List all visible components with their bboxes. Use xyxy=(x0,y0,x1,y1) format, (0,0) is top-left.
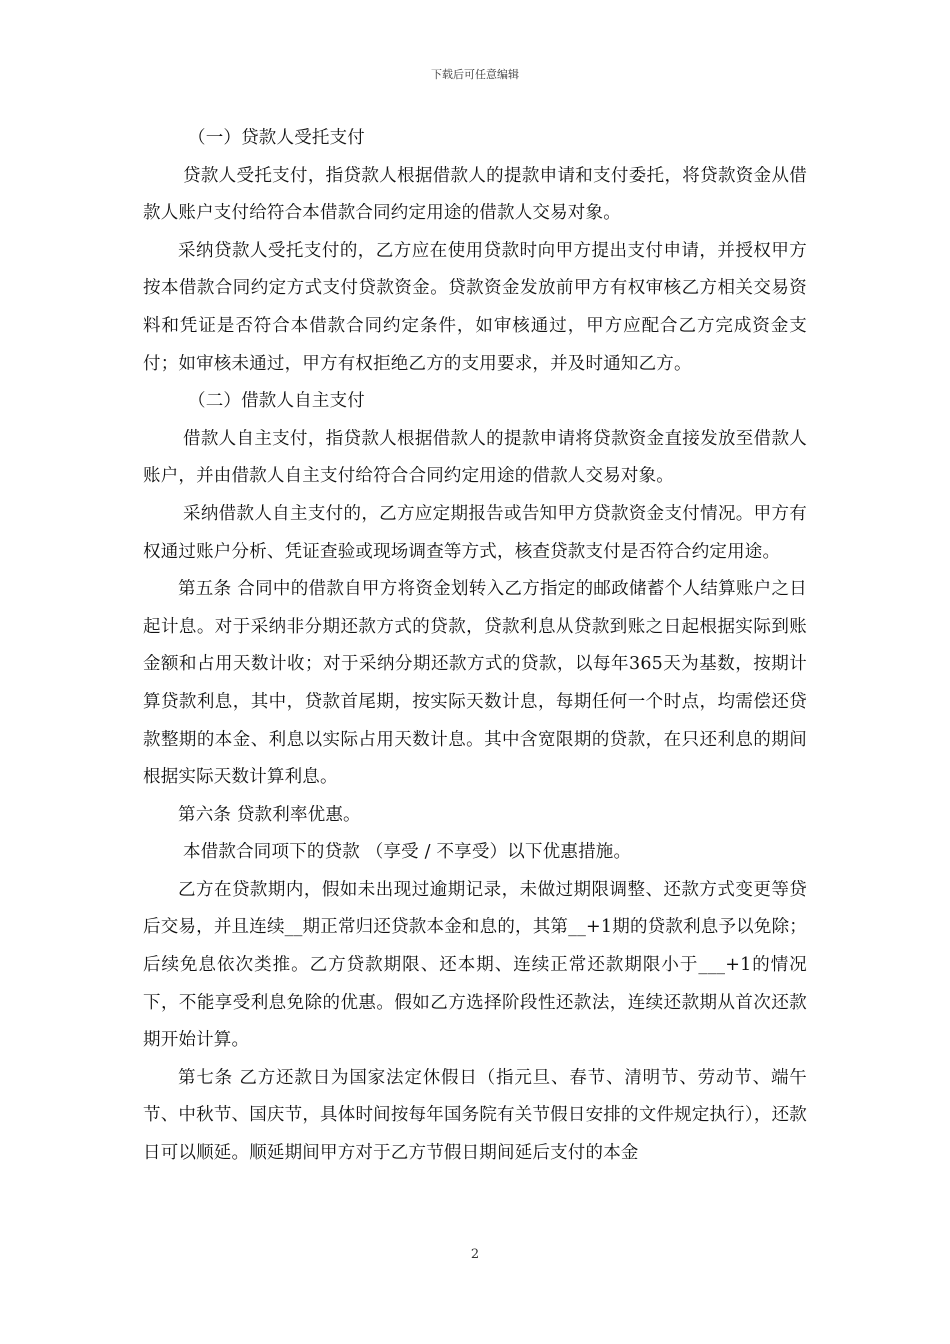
paragraph-9: 本借款合同项下的贷款 （享受 / 不享受）以下优惠措施。 xyxy=(183,842,632,863)
paragraph-11: 第七条 乙方还款日为国家法定休假日（指元旦、春节、清明节、劳动节、端午节、中秋节、国庆节，具体时间按每年国务院有关节假日安排的文件规定执行），还款日可以顺延。顺延期间甲方对于乙方节假日期间延后支付的本金 xyxy=(143,1067,807,1164)
paragraph-10: 乙方在贷款期内，假如未出现过逾期记录，未做过期限调整、还款方式变更等贷后交易，并且连续__期正常归还贷款本金和息的，其第__+1期的贷款利息予以免除；后续免息依次类推。乙方贷款期限、还本期、连续正常还款期限小于___+1的情况下，不能享受利息免除的优惠。假如乙方选择阶段性还款法，连续还款期从首次还款期开始计算。 xyxy=(143,879,807,1051)
paragraph-7: 第五条 合同中的借款自甲方将资金划转入乙方指定的邮政储蓄个人结算账户之日起计息。对于采纳非分期还款方式的贷款，贷款利息从贷款到账之日起根据实际到账金额和占用天数计收；对于采纳分期还款方式的贷款，以每年365天为基数，按期计算贷款利息，其中，贷款首尾期，按实际天数计息，每期任何一个时点，均需偿还贷款整期的本金、利息以实际占用天数计息。其中含宽限期的贷款，在只还利息的期间根据实际天数计算利息。 xyxy=(143,579,807,788)
page-header: 下载后可任意编辑 xyxy=(431,68,519,81)
paragraph-2: 贷款人受托支付，指贷款人根据借款人的提款申请和支付委托，将贷款资金从借款人账户支付给符合本借款合同约定用途的借款人交易对象。 xyxy=(143,165,807,224)
paragraph-8: 第六条 贷款利率优惠。 xyxy=(178,804,361,825)
page-number: 2 xyxy=(470,1247,480,1262)
paragraph-4: （二）借款人自主支付 xyxy=(188,391,365,412)
paragraph-3: 采纳贷款人受托支付的，乙方应在使用贷款时向甲方提出支付申请，并授权甲方按本借款合同约定方式支付贷款资金。贷款资金发放前甲方有权审核乙方相关交易资料和凭证是否符合本借款合同约定条件，如审核通过，甲方应配合乙方完成资金支付；如审核未通过，甲方有权拒绝乙方的支用要求，并及时通知乙方。 xyxy=(143,240,807,374)
paragraph-1: （一）贷款人受托支付 xyxy=(188,128,365,148)
paragraph-5: 借款人自主支付，指贷款人根据借款人的提款申请将贷款资金直接发放至借款人账户，并由借款人自主支付给符合合同约定用途的借款人交易对象。 xyxy=(143,428,807,487)
paragraph-6: 采纳借款人自主支付的，乙方应定期报告或告知甲方贷款资金支付情况。甲方有权通过账户分析、凭证查验或现场调查等方式，核查贷款支付是否符合约定用途。 xyxy=(143,503,807,562)
document-body xyxy=(143,120,807,1173)
